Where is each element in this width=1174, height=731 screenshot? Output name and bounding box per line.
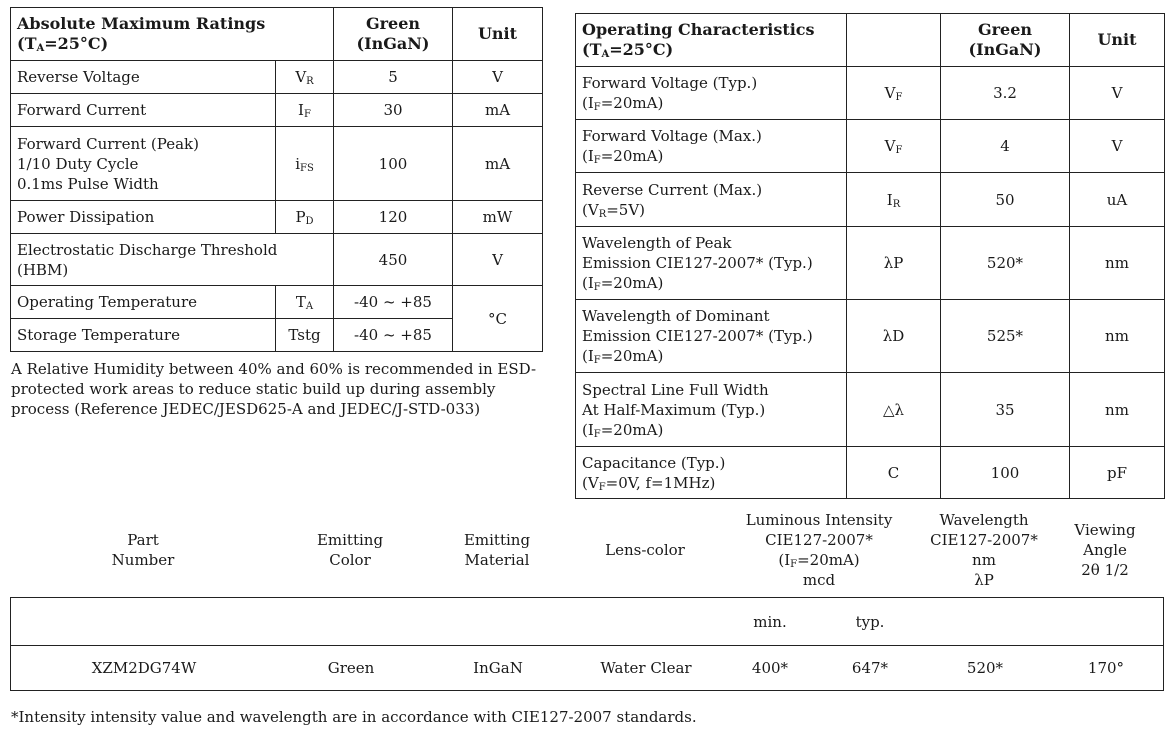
param: Forward Voltage (Typ.) $(I_F=20mA)$ <box>576 67 847 120</box>
param: Storage Temperature <box>11 319 276 352</box>
value: -40 ~ +85 <box>334 319 453 352</box>
row-divider <box>11 645 1163 646</box>
value: 30 <box>334 94 453 127</box>
param: Spectral Line Full Width At Half-Maximum (Typ.) $(I_F=20mA)$ <box>576 373 847 447</box>
humidity-note: A Relative Humidity between 40% and 60% is recommended in ESD-protected work areas to reduce static build up during assembly process (Reference JEDEC/JESD625-A and JEDEC/J-STD-033) <box>11 360 537 418</box>
emitting-material: InGaN <box>473 659 523 677</box>
value: 525* <box>941 300 1070 373</box>
value: 520* <box>941 227 1070 300</box>
viewing-angle-value: 170° <box>1087 659 1125 677</box>
emitting-color-header: Emitting Color <box>316 531 384 569</box>
symbol: $I_F$ <box>276 94 334 127</box>
unit: V <box>453 234 543 286</box>
unit: mA <box>453 94 543 127</box>
param: Reverse Voltage <box>11 61 276 94</box>
symbol: $i_{FS}$ <box>276 127 334 201</box>
param: Wavelength of Peak Emission CIE127-2007* (Typ.) $(I_F=20mA)$ <box>576 227 847 300</box>
value: 5 <box>334 61 453 94</box>
product-table <box>10 597 1164 691</box>
value: 50 <box>941 173 1070 227</box>
oc-col-green: Green (InGaN) <box>941 14 1070 67</box>
param: Operating Temperature <box>11 286 276 319</box>
unit: V <box>1070 67 1165 120</box>
symbol: △λ <box>847 373 941 447</box>
emitting-color: Green <box>327 659 375 677</box>
symbol: $P_D$ <box>276 201 334 234</box>
lum-typ: 647* <box>851 659 889 677</box>
absolute-maximum-ratings-table <box>10 7 543 352</box>
table-row <box>576 300 1165 373</box>
table-row <box>11 234 543 286</box>
param: Forward Voltage (Max.) $(I_F=20mA)$ <box>576 120 847 173</box>
param: Forward Current <box>11 94 276 127</box>
param: Capacitance (Typ.) ($V_F=0V$, f=1MHz) <box>576 447 847 499</box>
emitting-material-header: Emitting Material <box>463 531 531 569</box>
table-row <box>11 127 543 201</box>
wavelength-header: Wavelength CIE127-2007* nm λP <box>930 511 1038 589</box>
unit: V <box>453 61 543 94</box>
unit: nm <box>1070 227 1165 300</box>
value: 450 <box>334 234 453 286</box>
table-row <box>11 286 543 319</box>
param: Power Dissipation <box>11 201 276 234</box>
param: Forward Current (Peak) 1/10 Duty Cycle 0.1ms Pulse Width <box>11 127 276 201</box>
symbol: $V_F$ <box>847 120 941 173</box>
unit: mA <box>453 127 543 201</box>
part-number-header: Part Number <box>111 531 175 569</box>
oc-symbol-header <box>847 14 941 67</box>
unit: °C <box>453 286 543 352</box>
symbol: Tstg <box>276 319 334 352</box>
oc-title: Operating Characteristics <box>582 20 815 39</box>
oc-col-unit: Unit <box>1070 14 1165 67</box>
luminous-intensity-header: Luminous Intensity CIE127-2007* $(I_F=20mA)$ mcd <box>745 511 893 589</box>
wavelength-value: 520* <box>966 659 1004 677</box>
symbol: C <box>847 447 941 499</box>
symbol: $T_A$ <box>276 286 334 319</box>
symbol: λP <box>847 227 941 300</box>
lum-min: 400* <box>751 659 789 677</box>
param: Electrostatic Discharge Threshold (HBM) <box>11 234 334 286</box>
lens-color-header: Lens-color <box>605 541 685 559</box>
value: 120 <box>334 201 453 234</box>
amr-col-green: Green (InGaN) <box>334 8 453 61</box>
table-row <box>576 173 1165 227</box>
unit: V <box>1070 120 1165 173</box>
table-row <box>11 94 543 127</box>
oc-title-cell <box>576 14 847 67</box>
value: 35 <box>941 373 1070 447</box>
part-number: XZM2DG74W <box>91 659 197 677</box>
oc-condition: $(T_A=25^\circ C)$ <box>582 40 674 60</box>
table-row <box>11 201 543 234</box>
amr-condition: $(T_A=25^\circ C)$ <box>17 34 109 54</box>
unit: pF <box>1070 447 1165 499</box>
table-row <box>576 227 1165 300</box>
value: 3.2 <box>941 67 1070 120</box>
symbol: $V_F$ <box>847 67 941 120</box>
table-row <box>576 67 1165 120</box>
lum-min-subheader: min. <box>753 613 787 631</box>
value: -40 ~ +85 <box>334 286 453 319</box>
unit: mW <box>453 201 543 234</box>
unit: nm <box>1070 300 1165 373</box>
table-row <box>576 447 1165 499</box>
unit: nm <box>1070 373 1165 447</box>
symbol: λD <box>847 300 941 373</box>
unit: uA <box>1070 173 1165 227</box>
param: Wavelength of Dominant Emission CIE127-2007* (Typ.) $(I_F=20mA)$ <box>576 300 847 373</box>
param: Reverse Current (Max.) $(V_R=5V)$ <box>576 173 847 227</box>
value: 100 <box>941 447 1070 499</box>
lum-typ-subheader: typ. <box>855 613 885 631</box>
table-row <box>576 120 1165 173</box>
product-header <box>10 510 1164 590</box>
viewing-angle-header: Viewing Angle 2θ 1/2 <box>1074 521 1136 579</box>
value: 100 <box>334 127 453 201</box>
symbol: $V_R$ <box>276 61 334 94</box>
symbol: $I_R$ <box>847 173 941 227</box>
table-row <box>576 373 1165 447</box>
value: 4 <box>941 120 1070 173</box>
footnote: *Intensity intensity value and wavelength are in accordance with CIE127-2007 standards. <box>11 708 697 726</box>
amr-col-unit: Unit <box>453 8 543 61</box>
operating-characteristics-table <box>575 13 1165 499</box>
lens-color: Water Clear <box>600 659 692 677</box>
amr-title: Absolute Maximum Ratings <box>17 14 266 33</box>
table-row <box>11 61 543 94</box>
amr-title-cell <box>11 8 334 61</box>
